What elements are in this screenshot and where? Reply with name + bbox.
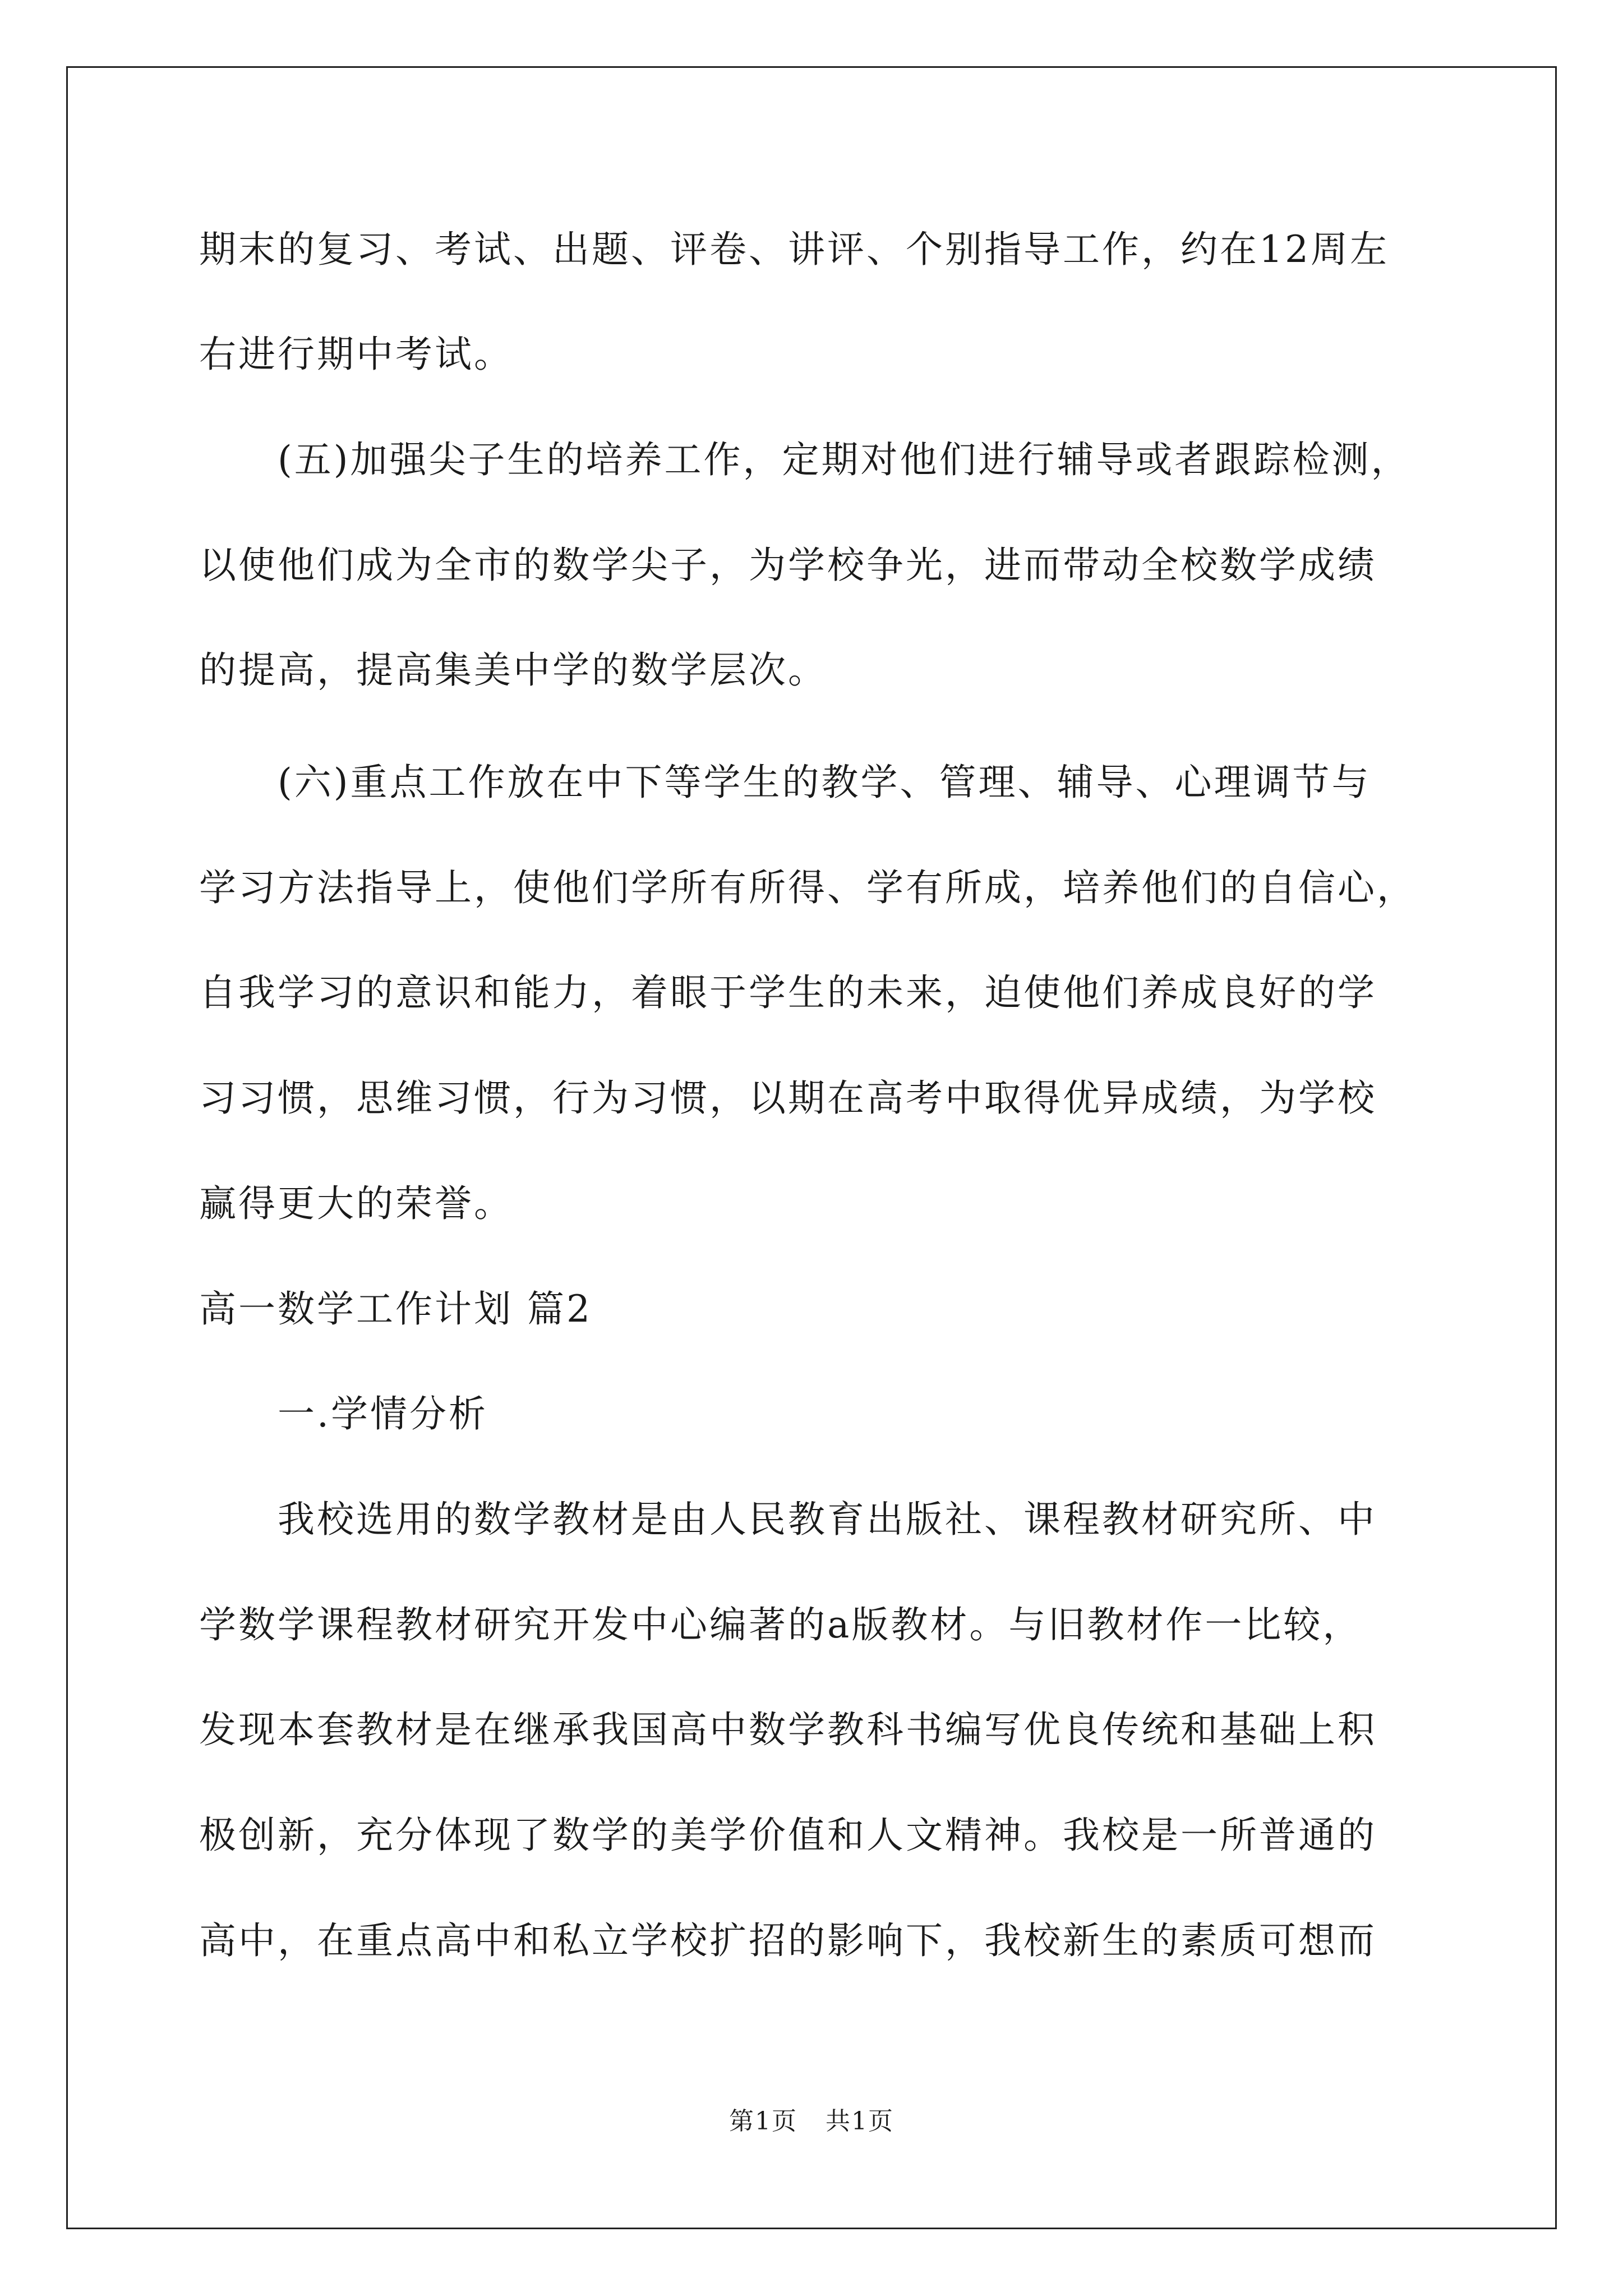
subsection-heading: 一.学情分析 <box>278 1392 488 1435</box>
body-line: 右进行期中考试。 <box>199 333 513 376</box>
page-total: 共1页 <box>826 2107 894 2136</box>
paragraph-start-line: (五)加强尖子生的培养工作，定期对他们进行辅导或者跟踪检测， <box>278 438 1410 481</box>
body-line: 发现本套教材是在继承我国高中数学教科书编写优良传统和基础上积 <box>199 1708 1377 1751</box>
paragraph-start-line: 我校选用的数学教材是由人民教育出版社、课程教材研究所、中 <box>278 1498 1377 1541</box>
body-line: 高中，在重点高中和私立学校扩招的影响下，我校新生的素质可想而 <box>199 1919 1377 1962</box>
body-line: 自我学习的意识和能力，着眼于学生的未来，迫使他们养成良好的学 <box>199 971 1377 1014</box>
body-line: 赢得更大的荣誉。 <box>199 1182 513 1225</box>
body-line: 学数学课程教材研究开发中心编著的a版教材。与旧教材作一比较， <box>199 1603 1362 1646</box>
section-heading: 高一数学工作计划 篇2 <box>199 1287 592 1331</box>
paragraph-start-line: (六)重点工作放在中下等学生的教学、管理、辅导、心理调节与 <box>278 761 1371 804</box>
body-line: 以使他们成为全市的数学尖子，为学校争光，进而带动全校数学成绩 <box>199 544 1377 587</box>
body-line: 的提高，提高集美中学的数学层次。 <box>199 648 827 692</box>
body-line: 极创新，充分体现了数学的美学价值和人文精神。我校是一所普通的 <box>199 1814 1377 1857</box>
body-line: 习习惯，思维习惯，行为习惯，以期在高考中取得优异成绩，为学校 <box>199 1076 1377 1120</box>
body-line: 期末的复习、考试、出题、评卷、讲评、个别指导工作，约在12周左 <box>199 228 1389 271</box>
page-footer <box>0 2105 1623 2138</box>
page-number: 第1页 <box>729 2107 797 2136</box>
body-line: 学习方法指导上，使他们学所有所得、学有所成，培养他们的自信心， <box>199 866 1416 909</box>
page-border <box>66 66 1557 2229</box>
